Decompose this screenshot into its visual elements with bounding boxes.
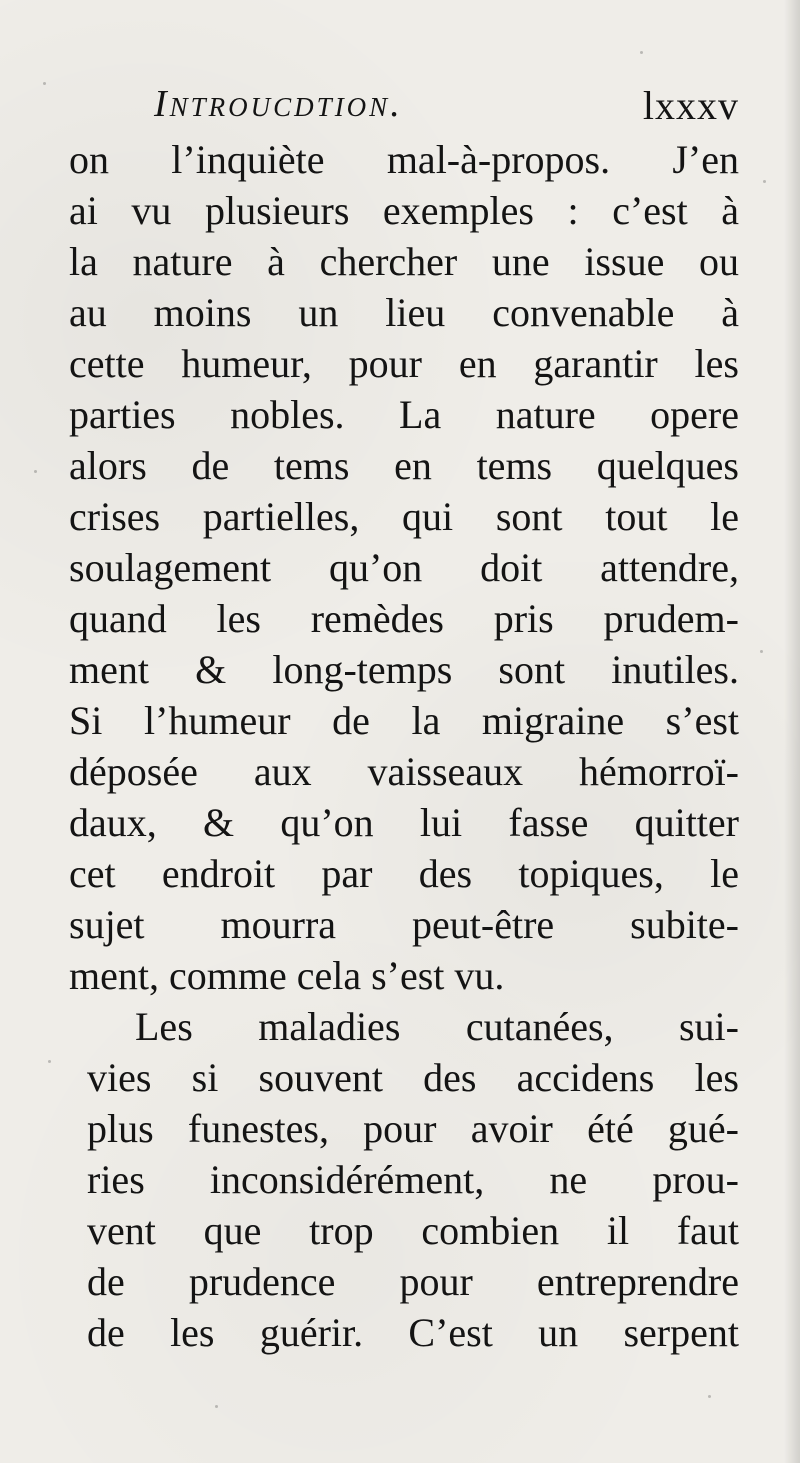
text-line: crises partielles, qui sont tout le [69, 494, 739, 539]
page-number: lxxxv [642, 83, 739, 128]
text-line: déposée aux vaisseaux hémorroï- [69, 749, 739, 794]
text-line: sujet mourra peut-être subite- [69, 902, 739, 947]
paper-speck [43, 82, 46, 85]
paper-speck [34, 470, 37, 473]
paper-speck [760, 650, 763, 653]
text-line: Si l’humeur de la migraine s’est [69, 698, 739, 743]
page-header [154, 82, 739, 134]
text-line: soulagement qu’on doit attendre, [69, 545, 739, 590]
text-line: ment, comme cela s’est vu. [69, 953, 505, 998]
paper-speck [763, 180, 766, 183]
text-line: parties nobles. La nature opere [69, 392, 739, 437]
text-line: ment & long-temps sont inutiles. [69, 647, 739, 692]
running-title: Introucdtion. [154, 83, 403, 125]
text-line: alors de tems en tems quelques [69, 443, 739, 488]
text-line: ries inconsidérément, ne prou- [87, 1157, 739, 1202]
text-line: de prudence pour entreprendre [87, 1259, 739, 1304]
paper-speck [215, 1405, 218, 1408]
text-line: Les maladies cutanées, sui- [135, 1004, 739, 1049]
text-line: ai vu plusieurs exemples : c’est à [69, 188, 739, 233]
page-edge-shadow [784, 0, 800, 1463]
text-line: vent que trop combien il faut [87, 1208, 739, 1253]
text-line: vies si souvent des accidens les [87, 1055, 739, 1100]
text-line: de les guérir. C’est un serpent [87, 1310, 739, 1355]
page-text [69, 134, 739, 1358]
text-line: plus funestes, pour avoir été gué- [87, 1106, 739, 1151]
text-line: au moins un lieu convenable à [69, 290, 739, 335]
text-line: daux, & qu’on lui fasse quitter [69, 800, 739, 845]
text-line: on l’inquiète mal-à-propos. J’en [69, 137, 739, 182]
paper-speck [48, 1060, 51, 1063]
text-line: quand les remèdes pris prudem- [69, 596, 739, 641]
paper-speck [708, 1395, 711, 1398]
text-line: cette humeur, pour en garantir les [69, 341, 739, 386]
paper-speck [640, 51, 643, 54]
text-line: cet endroit par des topiques, le [69, 851, 739, 896]
text-line: la nature à chercher une issue ou [69, 239, 739, 284]
